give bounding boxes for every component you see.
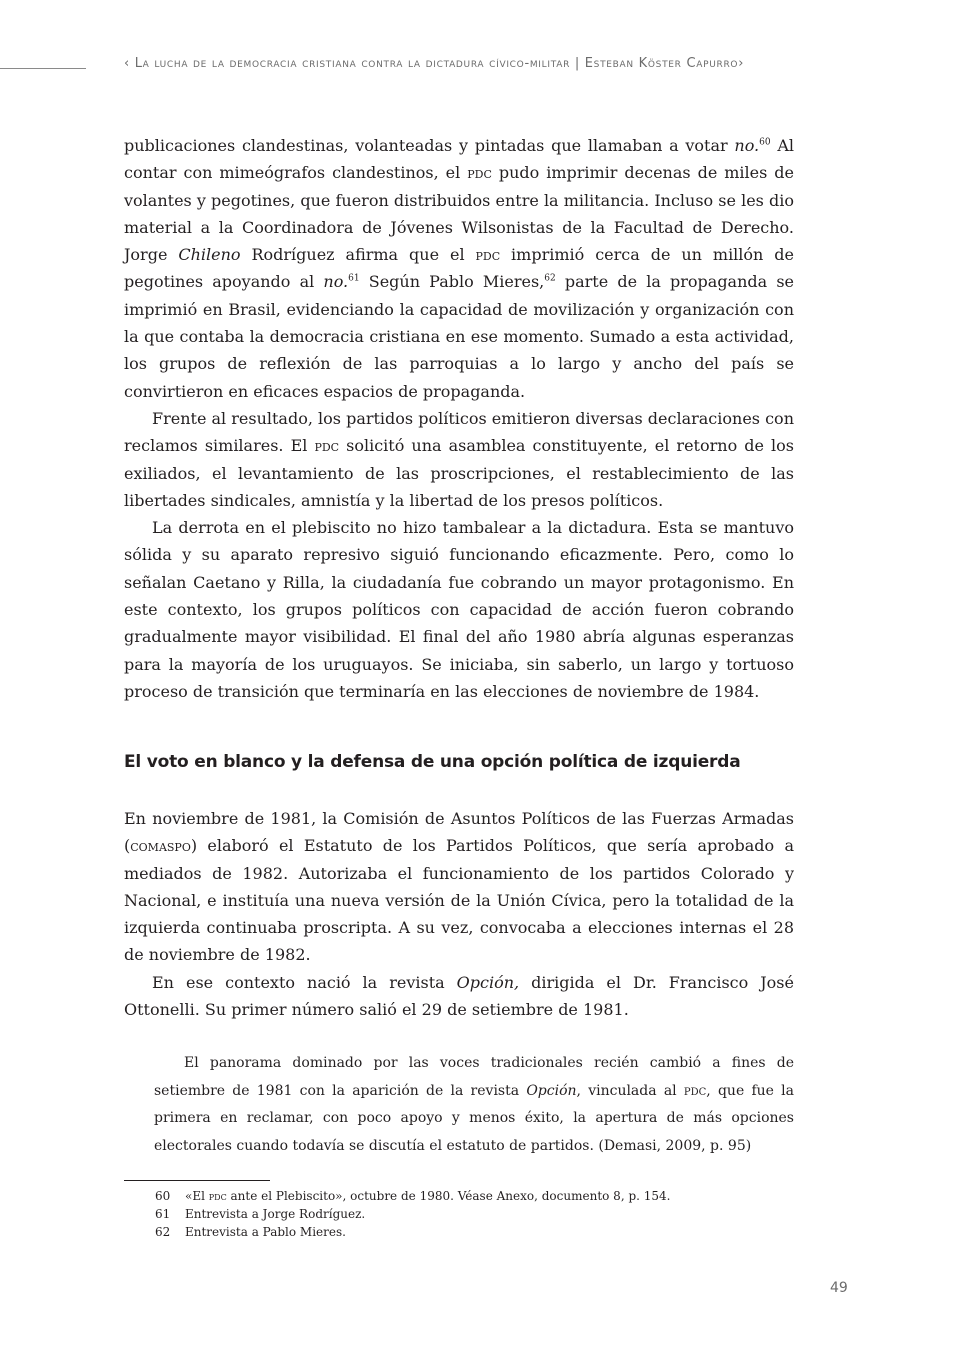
footnote-rule (124, 1180, 270, 1181)
footnote-number: 61 (155, 1207, 171, 1221)
body-text (124, 132, 794, 705)
italic-nickname: Chileno (178, 245, 241, 265)
footnote-ref-61[interactable]: 61 (348, 274, 360, 285)
text-span: En ese contexto nació la revista (152, 972, 457, 992)
footnote-number: 60 (155, 1189, 171, 1203)
footnote-61 (155, 1205, 670, 1223)
section-body-text (124, 805, 794, 1023)
section-paragraph-1 (124, 805, 794, 969)
text-span: El panorama dominado por las voces tradicionales recién cambió a fines de setiembre de 1981 con la aparición de la revista (154, 1055, 794, 1099)
text-span: ) elaboró el Estatuto de los Partidos Políticos, que sería aprobado a mediados de 1982. Autorizaba el funcionamiento de los partidos Colorado y Nacional, e instituía una nueva versión de la Unión Cívica, pero la totalidad de la izquierda continuaba proscripta. A su vez, convocaba a elecciones internas el 28 de noviembre de 1982. (124, 836, 794, 965)
paragraph-3: La derrota en el plebiscito no hizo tambalear a la dictadura. Esta se mantuvo sólida y su aparato represivo siguió funcionando eficazmente. Pero, como lo señalan Caetano y Rilla, la ciudadanía fue cobrando un mayor protagonismo. En este contexto, los grupos políticos con capacidad de acción fueron cobrando gradualmente mayor visibilidad. El final del año 1980 abría algunas esperanzas para la mayoría de los uruguayos. Se iniciaba, sin saberlo, un largo y tortuoso proceso de transición que terminaría en las elecciones de noviembre de 1984. (124, 518, 794, 701)
paragraph-2 (124, 405, 794, 514)
block-quote (154, 1050, 794, 1160)
acronym-pdc: pdc (467, 163, 492, 183)
text-span: Al contar con mimeógrafos clandestinos, el (124, 136, 794, 183)
footnote-text (185, 1187, 670, 1205)
text-span: imprimió cerca de un millón de pegotines apoyando al (124, 245, 794, 292)
text-span: publicaciones clandestinas, volanteadas y pintadas que llamaban a votar (124, 136, 735, 155)
section-paragraph-2 (124, 969, 794, 1024)
footnote-text: Entrevista a Pablo Mieres. (185, 1225, 346, 1239)
page-number: 49 (830, 1280, 848, 1296)
section-heading: El voto en blanco y la defensa de una opción política de izquierda (124, 752, 741, 772)
footnote-62 (155, 1223, 670, 1241)
text-span: Según Pablo Mieres, (359, 272, 545, 292)
footnote-number: 62 (155, 1225, 171, 1239)
acronym-pdc: pdc (683, 1082, 707, 1099)
footnotes (155, 1187, 670, 1241)
text-span: , que fue la primera en reclamar, con poco apoyo y menos éxito, la apertura de más opciones electorales cuando todavía se discutía el estatuto de partidos. (Demasi, 2009, p. 95) (154, 1082, 794, 1154)
text-span: , vinculada al (576, 1082, 684, 1099)
header-rule (0, 68, 86, 69)
paragraph-1 (124, 132, 794, 405)
text-span: ante el Plebiscito», octubre de 1980. Véase Anexo, documento 8, p. 154. (226, 1189, 671, 1203)
acronym-pdc: pdc (475, 245, 501, 265)
running-header: ‹ La lucha de la democracia cristiana contra la dictadura cívico-militar | Esteban Köster Capurro› (124, 56, 745, 71)
footnote-ref-60[interactable]: 60 (759, 137, 771, 148)
text-span: pudo imprimir decenas de miles de volantes y pegotines, que fueron distribuidos entre la militancia. Incluso se les dio material a la Coordinadora de Jóvenes Wilsonistas de la Facultad de Derecho. Jorge (124, 163, 795, 265)
acronym-pdc: pdc (208, 1189, 227, 1203)
footnote-text: Entrevista a Jorge Rodríguez. (185, 1207, 366, 1221)
text-span: Frente al resultado, los partidos políticos emitieron diversas declaraciones con reclamos similares. El (124, 408, 794, 456)
acronym-pdc: pdc (314, 436, 340, 456)
footnote-ref-62[interactable]: 62 (544, 274, 556, 285)
text-span: «El (185, 1189, 209, 1203)
italic-title-opcion: Opción (526, 1082, 577, 1099)
text-span: Rodríguez afirma que el (240, 245, 476, 265)
italic-no: no. (734, 136, 760, 155)
italic-no: no. (323, 272, 349, 292)
italic-title-opcion: Opción, (456, 972, 520, 992)
acronym-comaspo: comaspo (130, 836, 191, 856)
text-span: dirigida el Dr. Francisco José Ottonelli. Su primer número salió el 29 de setiembre de 1981. (124, 972, 794, 1020)
text-span: solicitó una asamblea constituyente, el retorno de los exiliados, el levantamiento de las proscripciones, el restablecimiento de las libertades sindicales, amnistía y la libertad de los presos políticos. (124, 436, 795, 510)
text-span: En noviembre de 1981, la Comisión de Asuntos Políticos de las Fuerzas Armadas ( (124, 809, 794, 856)
footnote-60 (155, 1187, 670, 1205)
text-span: parte de la propaganda se imprimió en Brasil, evidenciando la capacidad de movilización y organización con la que contaba la democracia cristiana en ese momento. Sumado a esta actividad, los grupos de reflexión de las parroquias a lo largo y ancho del país se convirtieron en eficaces espacios de propaganda. (124, 272, 795, 401)
